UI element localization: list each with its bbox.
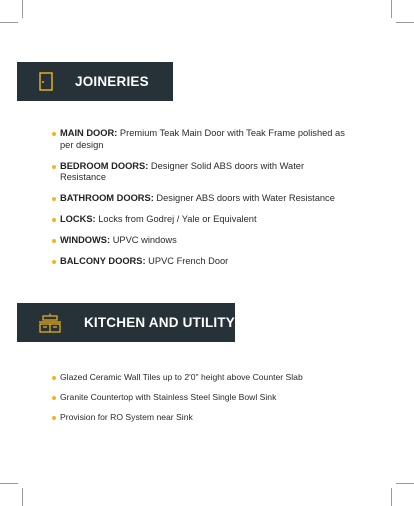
kitchen-list xyxy=(52,372,372,433)
crop-mark xyxy=(396,483,414,484)
item-label: WINDOWS: xyxy=(60,235,111,245)
bullet-icon xyxy=(52,376,56,380)
list-item xyxy=(52,214,352,226)
crop-mark xyxy=(391,488,392,506)
list-item xyxy=(52,372,372,382)
item-text: Locks from Godrej / Yale or Equivalent xyxy=(98,214,257,224)
item-label: LOCKS: xyxy=(60,214,96,224)
list-item xyxy=(52,392,372,402)
crop-mark xyxy=(0,483,18,484)
bullet-icon xyxy=(52,396,56,400)
section-title: JOINERIES xyxy=(75,74,149,89)
joineries-list xyxy=(52,128,352,277)
list-item xyxy=(52,235,352,247)
section-header-kitchen xyxy=(17,303,235,342)
door-icon xyxy=(39,72,53,91)
crop-mark xyxy=(22,0,23,18)
bullet-icon xyxy=(52,260,56,264)
bullet-icon xyxy=(52,239,56,243)
item-text: Designer ABS doors with Water Resistance xyxy=(156,193,335,203)
item-text: Provision for RO System near Sink xyxy=(60,412,193,423)
list-item xyxy=(52,256,352,268)
item-label: BATHROOM DOORS: xyxy=(60,193,154,203)
section-title: KITCHEN AND UTILITY xyxy=(83,315,235,330)
list-item xyxy=(52,412,372,422)
section-header-joineries xyxy=(17,62,173,101)
bullet-icon xyxy=(52,197,56,201)
crop-mark xyxy=(396,22,414,23)
list-item xyxy=(52,128,352,151)
bullet-icon xyxy=(52,416,56,420)
bullet-icon xyxy=(52,165,56,169)
item-label: MAIN DOOR: xyxy=(60,128,118,138)
list-item xyxy=(52,193,352,205)
bullet-icon xyxy=(52,132,56,136)
list-item xyxy=(52,161,352,184)
item-text: UPVC windows xyxy=(112,235,177,245)
crop-mark xyxy=(391,0,392,18)
item-text: Granite Countertop with Stainless Steel Single Bowl Sink xyxy=(60,392,277,403)
item-text: UPVC French Door xyxy=(148,256,229,266)
item-text: Glazed Ceramic Wall Tiles up to 2'0" height above Counter Slab xyxy=(60,372,303,382)
bullet-icon xyxy=(52,218,56,222)
crop-mark xyxy=(0,22,18,23)
crop-mark xyxy=(22,488,23,506)
item-label: BEDROOM DOORS: xyxy=(60,160,149,171)
kitchen-stove-icon xyxy=(38,313,62,333)
item-label: BALCONY DOORS: xyxy=(60,256,146,266)
item-text: Premium Teak Main Door with Teak Frame polished as per design xyxy=(60,128,345,150)
item-text: Designer Solid ABS doors with Water Resistance xyxy=(60,160,305,182)
